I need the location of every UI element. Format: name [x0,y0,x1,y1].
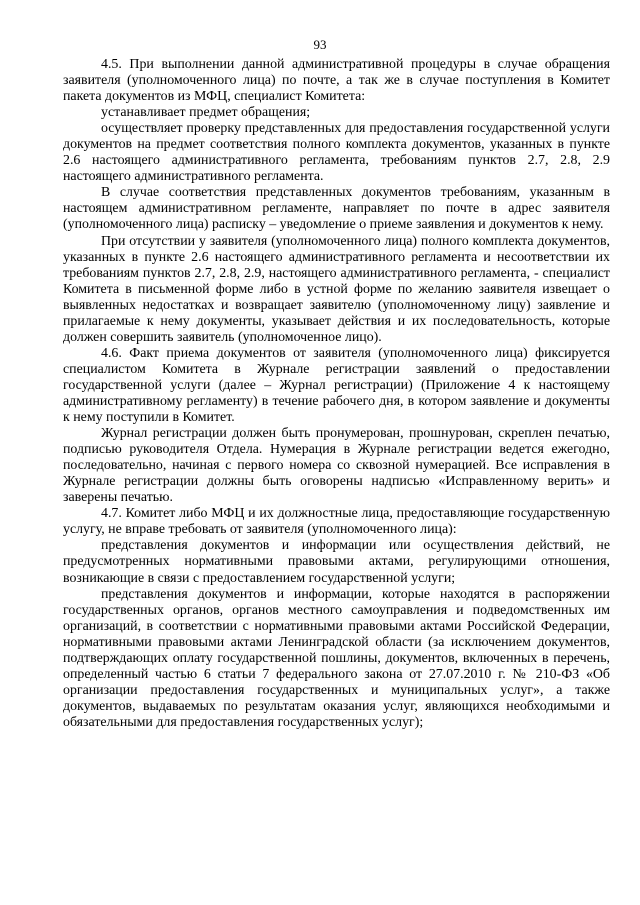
document-body [63,57,610,731]
paragraph-4-7: 4.7. Комитет либо МФЦ и их должностные лица, предоставляющие государственную услугу, не вправе требовать от заявителя (уполномоченного лица): [63,506,610,538]
paragraph-check: осуществляет проверку представленных для предоставления государственной услуги документов на предмет соответствия полного комплекта документов, указанных в пункте 2.6 настоящего административного регламента, требованиям пунктов 2.7, 2.8, 2.9 настоящего административного регламента. [63,121,610,185]
paragraph-4-5: 4.5. При выполнении данной административной процедуры в случае обращения заявителя (уполномоченного лица) по почте, а так же в случае поступления в Комитет пакета документов из МФЦ, специалист Комитета: [63,57,610,105]
paragraph-compliance: В случае соответствия представленных документов требованиям, указанным в настоящем административном регламенте, направляет по почте в адрес заявителя (уполномоченного лица) расписку – уведомление о приеме заявления и документов к нему. [63,185,610,233]
paragraph-absence: При отсутствии у заявителя (уполномоченного лица) полного комплекта документов, указанных в пункте 2.6 настоящего административного регламента и несоответствии их требованиям пунктов 2.7, 2.8, 2.9, настоящего административного регламента, - специалист Комитета в письменной форме либо в устной форме по желанию заявителя извещает о выявленных недостатках и возвращает заявителю (уполномоченному лицу) заявление и прилагаемые к нему документы, указывает действия и их последовательность, которые должен совершить заявитель (уполномоченное лицо). [63,233,610,345]
paragraph-not-required-2: представления документов и информации, которые находятся в распоряжении государственных органов, органов местного самоуправления и подведомственных им организаций, в соответствии с нормативными правовыми актами Российской Федерации, нормативными правовыми актами Ленинградской области (за исключением документов, подтверждающих оплату государственной пошлины, документов, включенных в перечень, определенный частью 6 статьи 7 федерального закона от 27.07.2010 г. № 210-ФЗ «Об организации предоставления государственных и муниципальных услуг», а также документов, выдаваемых по результатам оказания услуг, являющихся необходимыми и обязательными для предоставления государственных услуг); [63,586,610,730]
paragraph-subject: устанавливает предмет обращения; [101,105,311,121]
paragraph-journal: Журнал регистрации должен быть пронумерован, прошнурован, скреплен печатью, подписью руководителя Отдела. Нумерация в Журнале регистрации ведется ежегодно, последовательно, начиная с первого номера со сквозной нумерацией. Все исправления в Журнале регистрации должны быть оговорены надписью «Исправленному верить» и заверены печатью. [63,426,610,506]
page-number: 93 [313,37,327,52]
paragraph-not-required-1: представления документов и информации или осуществления действий, не предусмотренных нормативными правовыми актами, регулирующими отношения, возникающие в связи с предоставлением государственной услуги; [63,538,610,586]
paragraph-4-6: 4.6. Факт приема документов от заявителя (уполномоченного лица) фиксируется специалистом Комитета в Журнале регистрации заявлений о предоставлении государственной услуги (далее – Журнал регистрации) (Приложение 4 к настоящему административному регламенту) в течение рабочего дня, в котором заявление и документы к нему поступили в Комитет. [63,345,610,426]
